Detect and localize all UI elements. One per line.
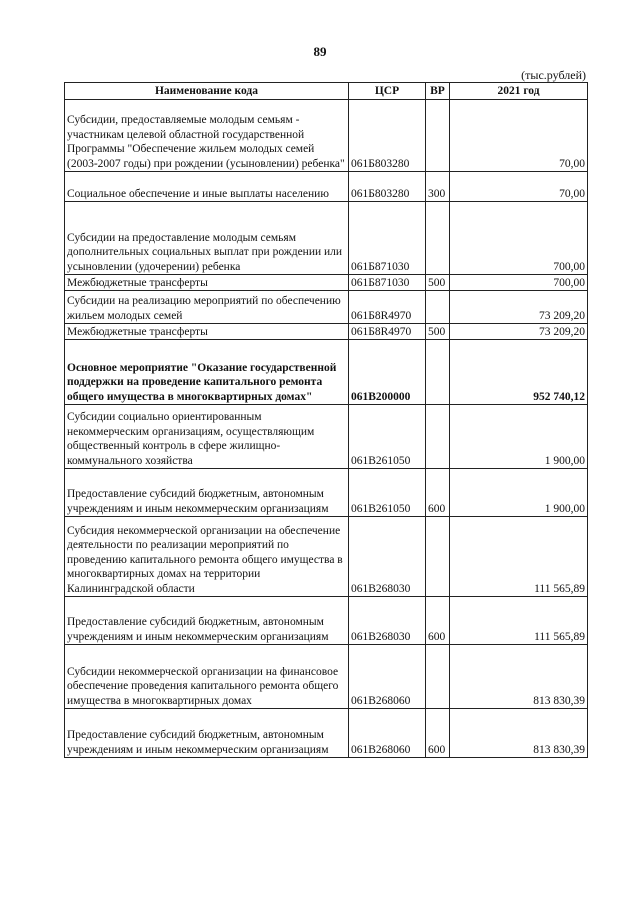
cell-csr: 061Б871030 bbox=[349, 202, 426, 275]
cell-name: Межбюджетные трансферты bbox=[65, 275, 349, 291]
cell-amount: 111 565,89 bbox=[450, 517, 588, 597]
table-row bbox=[65, 100, 588, 172]
cell-name: Субсидии некоммерческой организации на финансовое обеспечение проведения капитального ремонта общего имущества в многоквартирных домах bbox=[65, 645, 349, 709]
header-csr: ЦСР bbox=[349, 83, 426, 100]
table-row bbox=[65, 469, 588, 517]
table-row bbox=[65, 172, 588, 202]
cell-vr bbox=[426, 202, 450, 275]
cell-amount: 70,00 bbox=[450, 100, 588, 172]
cell-vr: 300 bbox=[426, 172, 450, 202]
cell-csr: 061Б8R4970 bbox=[349, 324, 426, 340]
cell-name: Социальное обеспечение и иные выплаты населению bbox=[65, 172, 349, 202]
unit-note: (тыс.рублей) bbox=[521, 68, 586, 82]
cell-vr bbox=[426, 100, 450, 172]
cell-csr: 061В200000 bbox=[349, 340, 426, 405]
cell-vr: 500 bbox=[426, 275, 450, 291]
cell-csr: 061В268060 bbox=[349, 709, 426, 758]
cell-name: Субсидии, предоставляемые молодым семьям - участникам целевой областной государственной Программы "Обеспечение жильем молодых семей (2003-2007 годы) при рождении (усыновлении) ребенка" bbox=[65, 100, 349, 172]
page-number: 89 bbox=[313, 44, 327, 59]
cell-amount: 813 830,39 bbox=[450, 709, 588, 758]
table-row bbox=[65, 291, 588, 324]
cell-amount: 70,00 bbox=[450, 172, 588, 202]
table-row bbox=[65, 405, 588, 469]
cell-csr: 061В261050 bbox=[349, 405, 426, 469]
cell-csr: 061Б803280 bbox=[349, 100, 426, 172]
cell-vr bbox=[426, 517, 450, 597]
cell-name: Субсидия некоммерческой организации на обеспечение деятельности по реализации мероприятий по проведению капитального ремонта общего имущества в многоквартирных домах на территории Калининградской области bbox=[65, 517, 349, 597]
cell-csr: 061В268060 bbox=[349, 645, 426, 709]
cell-name: Предоставление субсидий бюджетным, автономным учреждениям и иным некоммерческим организациям bbox=[65, 709, 349, 758]
cell-name: Межбюджетные трансферты bbox=[65, 324, 349, 340]
cell-name: Основное мероприятие "Оказание государственной поддержки на проведение капитального ремонта общего имущества в многоквартирных домах" bbox=[65, 340, 349, 405]
header-amount: 2021 год bbox=[450, 83, 588, 100]
cell-csr: 061В268030 bbox=[349, 517, 426, 597]
cell-amount: 73 209,20 bbox=[450, 324, 588, 340]
cell-vr bbox=[426, 291, 450, 324]
cell-vr bbox=[426, 645, 450, 709]
cell-name: Субсидии на предоставление молодым семьям дополнительных социальных выплат при рождении или усыновлении (удочерении) ребенка bbox=[65, 202, 349, 275]
header-row bbox=[65, 83, 588, 100]
cell-name: Субсидии социально ориентированным некоммерческим организациям, осуществляющим общественный контроль в сфере жилищно-коммунального хозяйства bbox=[65, 405, 349, 469]
cell-amount: 700,00 bbox=[450, 275, 588, 291]
header-name: Наименование кода bbox=[65, 83, 349, 100]
cell-vr bbox=[426, 405, 450, 469]
cell-amount: 1 900,00 bbox=[450, 469, 588, 517]
table-row bbox=[65, 202, 588, 275]
cell-amount: 1 900,00 bbox=[450, 405, 588, 469]
table-header bbox=[65, 83, 588, 100]
cell-amount: 952 740,12 bbox=[450, 340, 588, 405]
cell-amount: 111 565,89 bbox=[450, 597, 588, 645]
cell-csr: 061Б8R4970 bbox=[349, 291, 426, 324]
cell-vr: 600 bbox=[426, 709, 450, 758]
cell-csr: 061Б803280 bbox=[349, 172, 426, 202]
cell-csr: 061В268030 bbox=[349, 597, 426, 645]
cell-name: Предоставление субсидий бюджетным, автономным учреждениям и иным некоммерческим организациям bbox=[65, 597, 349, 645]
table-body bbox=[65, 100, 588, 758]
table-row bbox=[65, 597, 588, 645]
cell-name: Субсидии на реализацию мероприятий по обеспечению жильем молодых семей bbox=[65, 291, 349, 324]
header-vr: ВР bbox=[426, 83, 450, 100]
budget-table bbox=[64, 82, 588, 758]
cell-vr bbox=[426, 340, 450, 405]
cell-csr: 061Б871030 bbox=[349, 275, 426, 291]
cell-vr: 500 bbox=[426, 324, 450, 340]
cell-vr: 600 bbox=[426, 469, 450, 517]
cell-vr: 600 bbox=[426, 597, 450, 645]
table-row bbox=[65, 275, 588, 291]
cell-amount: 700,00 bbox=[450, 202, 588, 275]
cell-amount: 813 830,39 bbox=[450, 645, 588, 709]
cell-csr: 061В261050 bbox=[349, 469, 426, 517]
cell-name: Предоставление субсидий бюджетным, автономным учреждениям и иным некоммерческим организациям bbox=[65, 469, 349, 517]
table-row bbox=[65, 324, 588, 340]
table-row bbox=[65, 709, 588, 758]
table-row bbox=[65, 517, 588, 597]
table-row bbox=[65, 645, 588, 709]
table-row bbox=[65, 340, 588, 405]
cell-amount: 73 209,20 bbox=[450, 291, 588, 324]
